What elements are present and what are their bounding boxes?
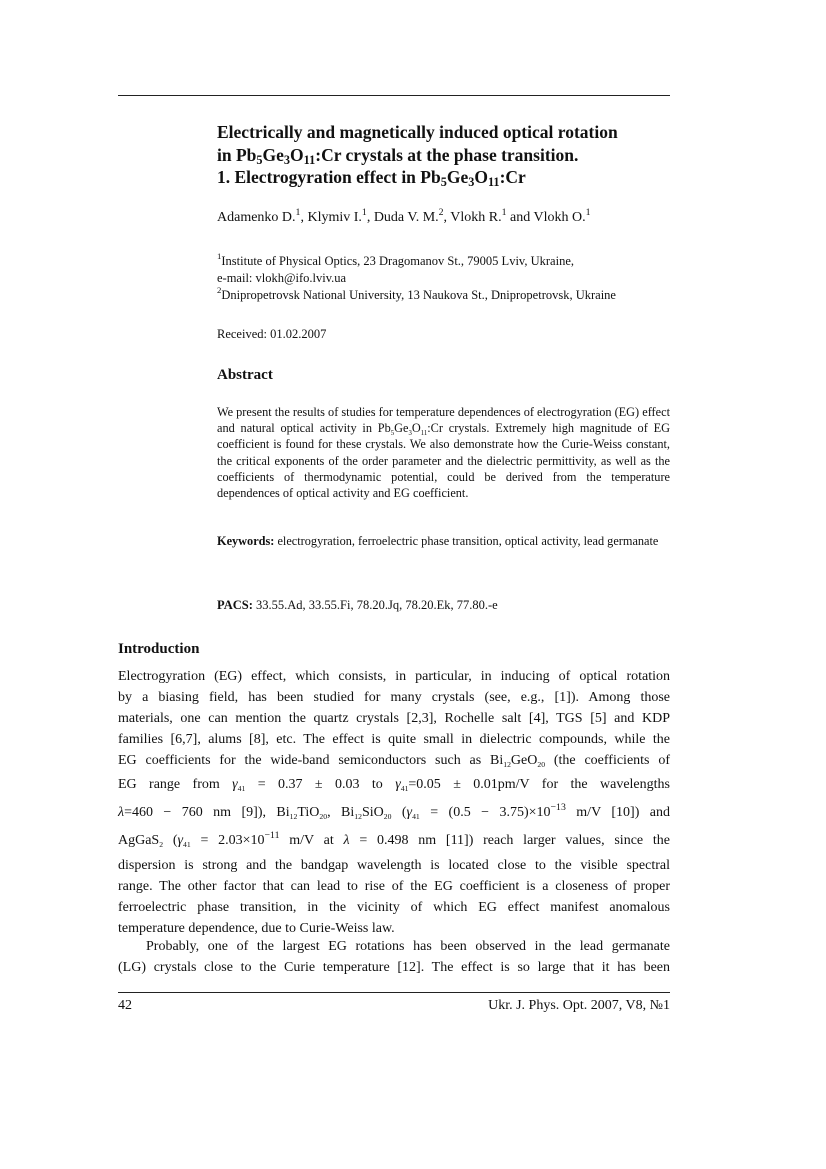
page-number: 42 xyxy=(118,998,132,1013)
affiliations xyxy=(217,253,677,304)
affiliation-2: $^2$Dnipropetrovsk National University, 13 Naukova St., Dnipropetrovsk, Ukraine xyxy=(217,285,616,302)
introduction-paragraph-1: Electrogyration (EG) effect, which consists, in particular, in inducing of optical rotation by a biasing field, has been studied for many crystals (see, e.g., [1]). Among those materials, one can mention the quartz crystals [2,3], Rochelle salt [4], TGS [5] and KDP families [6,7], alums [8], etc. The effect is quite small in dielectric compounds, while the EG coefficients for the wide-band semiconductors such as $Bi_{12}GeO_{20}$ (the coefficients of EG range from $\gamma_{41} = 0.37 \pm 0.03$ to $\gamma_{41}=0.05 \pm 0.01pm/V$ for the wavelengths λ=460 − 760 nm [9]), $Bi_{12}TiO_{20}$, $Bi_{12}SiO_{20}$ ($\gamma_{41} = (0.5 - 3.75)\times 10^{-13}$ m/V [10]) and AgGaS$_2$ ($\gamma_{41} = 2.03\times 10^{-11}$ m/V at λ = 0.498 nm [11]) reach larger values, since the dispersion is strong and the bandgap wavelength is located close to the visible spectral range. The other factor that can lead to rise of the EG coefficient is a closeness of proper ferroelectric phase transition, in the vicinity of which EG effect manifest anomalous temperature dependence, due to Curie-Weiss law. xyxy=(118,669,671,936)
title-line-1: Electrically and magnetically induced optical rotation xyxy=(217,122,618,142)
footer-rule xyxy=(118,992,670,993)
introduction-paragraph-2: Probably, one of the largest EG rotations has been observed in the lead germanate (LG) crystals close to the Curie temperature [12]. The effect is so large that it has been xyxy=(118,939,670,975)
affiliation-1: $^1$Institute of Physical Optics, 23 Dragomanov St., 79005 Lviv, Ukraine, xyxy=(217,251,574,268)
title-line-3: 1. Electrogyration effect in $Pb_5Ge_3O_{11}:Cr$ xyxy=(217,167,526,189)
pacs-label: PACS: xyxy=(217,598,253,612)
abstract-heading: Abstract xyxy=(217,367,273,383)
keywords: Keywords: electrogyration, ferroelectric phase transition, optical activity, lead germanate xyxy=(217,534,659,548)
header-rule xyxy=(118,95,670,96)
paper-title xyxy=(217,121,687,189)
journal-citation: Ukr. J. Phys. Opt. 2007, V8, №1 xyxy=(488,998,670,1013)
introduction-heading: Introduction xyxy=(118,641,200,657)
title-line-2: in $Pb_5Ge_3O_{11}:Cr$ crystals at the phase transition. xyxy=(217,144,579,167)
email: e-mail: vlokh@ifo.lviv.ua xyxy=(217,271,347,285)
author-list: Adamenko D.$^1$, Klymiv I.$^1$, Duda V. M.$^2$, Vlokh R.$^1$ and Vlokh O.$^1$ xyxy=(217,207,591,225)
keywords-label: Keywords: xyxy=(217,534,275,548)
abstract-text: We present the results of studies for temperature dependences of electrogyration (EG) effect and natural optical activity in $Pb_5Ge_3O_{11}:Cr$ crystals. Extremely high magnitude of EG coefficient is found for these crystals. We also demonstrate how the Curie-Weiss constant, the critical exponents of the order parameter and the dielectric permittivity, as well as the coefficients of thermodynamic potential, could be derived from the temperature dependences of optical activity and EG coefficient. xyxy=(217,405,670,501)
pacs-codes: PACS: 33.55.Ad, 33.55.Fi, 78.20.Jq, 78.20.Ek, 77.80.-e xyxy=(217,598,498,612)
received-date: Received: 01.02.2007 xyxy=(217,327,327,341)
